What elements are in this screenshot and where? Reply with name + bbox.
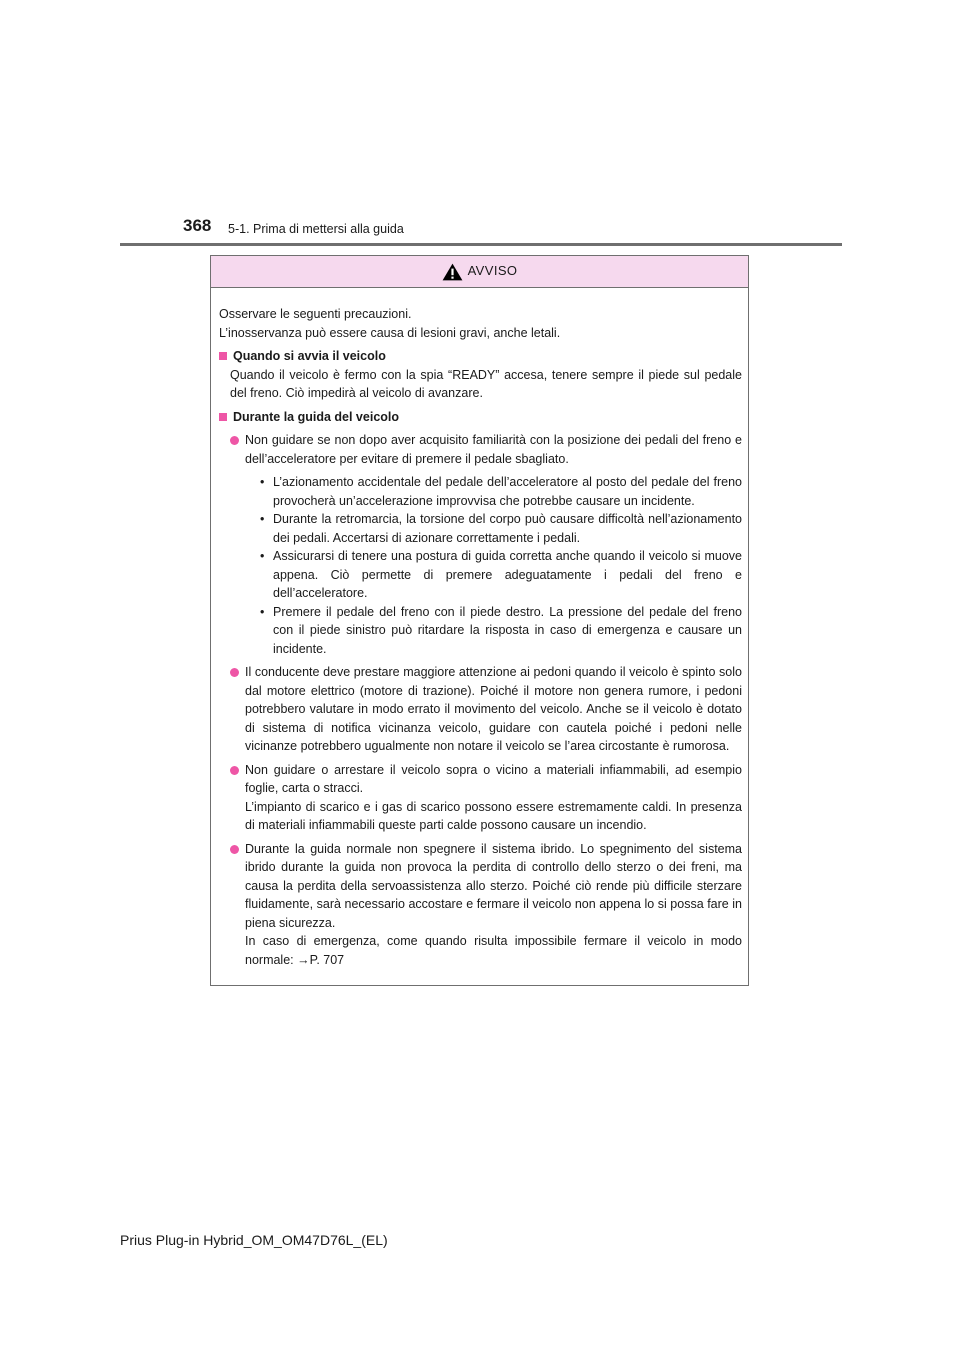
list-item bbox=[219, 761, 742, 835]
sub-list-item bbox=[260, 510, 742, 547]
sub-bullet-mark: • bbox=[260, 549, 265, 563]
notice-body bbox=[211, 288, 748, 969]
section-text: Quando il veicolo è fermo con la spia “READY” accesa, tenere sempre il piede sul pedale del freno. Ciò impedirà al veicolo di avanzare. bbox=[230, 367, 742, 400]
footer-model-code: Prius Plug-in Hybrid_OM_OM47D76L_(EL) bbox=[120, 1232, 388, 1248]
intro-line: Osservare le seguenti precauzioni. bbox=[219, 307, 412, 321]
list-item bbox=[219, 431, 742, 468]
sub-list-item-text: L’azionamento accidentale del pedale dell’acceleratore al posto del pedale del freno provocherà un’accelerazione improvvisa che potrebbe causare un incidente. bbox=[273, 475, 742, 508]
sub-list-item-text: Premere il pedale del freno con il piede destro. La pressione del pedale del freno con il piede sinistro può ritardare la risposta in caso di emergenza e causare un incidente. bbox=[273, 604, 742, 656]
list-item-body bbox=[245, 840, 742, 970]
list-item-text: Non guidare o arrestare il veicolo sopra o vicino a materiali infiammabili, ad esempio foglie, carta o stracci. bbox=[245, 762, 742, 795]
circle-bullet-icon bbox=[230, 845, 239, 854]
circle-bullet-icon bbox=[230, 436, 239, 445]
section-heading bbox=[219, 347, 742, 366]
square-bullet-icon bbox=[219, 352, 227, 360]
section-heading bbox=[219, 408, 742, 427]
warning-notice-box bbox=[210, 255, 749, 986]
circle-bullet-icon bbox=[230, 668, 239, 677]
sub-list-item-text: Assicurarsi di tenere una postura di guida corretta anche quando il veicolo si muove appena. Ciò permette di premere adeguatamente i pedali del freno e dell’acceleratore. bbox=[273, 549, 742, 600]
page-reference: In caso di emergenza, come quando risulta impossibile fermare il veicolo in modo normale: →P. 707 bbox=[245, 934, 742, 967]
notice-header bbox=[211, 256, 748, 288]
list-item-text: Il conducente deve prestare maggiore attenzione ai pedoni quando il veicolo è spinto solo dal motore elettrico (motore di trazione). Poiché il motore non genera rumore, i pedoni potrebbero valutare in modo errato il movimento del veicolo. Anche se il veicolo è dotato di sistema di notifica vicinanza veicolo, guidare con cautela poiché i pedoni nelle vicinanze potrebbero ugualmente non notare il veicolo se l’area circostante è rumorosa. bbox=[245, 665, 742, 753]
list-item-text: L’impianto di scarico e i gas di scarico possono essere estremamente caldi. In presenza di materiali infiammabili queste parti calde possono causare un incendio. bbox=[245, 799, 742, 832]
warning-triangle-icon bbox=[442, 263, 463, 281]
section-heading-text: Durante la guida del veicolo bbox=[233, 409, 400, 424]
notice-title: AVVISO bbox=[467, 263, 518, 278]
section-heading-text: Quando si avvia il veicolo bbox=[233, 349, 386, 363]
sub-bullet-mark: • bbox=[260, 512, 265, 526]
section-title: 5-1. Prima di mettersi alla guida bbox=[228, 222, 404, 236]
list-item-body bbox=[245, 761, 742, 835]
intro-line: L’inosservanza può essere causa di lesioni gravi, anche letali. bbox=[219, 325, 561, 340]
list-item-text: Non guidare se non dopo aver acquisito familiarità con la posizione dei pedali del freno e dell’acceleratore per evitare di premere il pedale sbagliato. bbox=[245, 433, 742, 466]
page-number: 368 bbox=[183, 216, 212, 235]
list-item bbox=[219, 840, 742, 970]
sub-list-item bbox=[260, 547, 742, 603]
circle-bullet-icon bbox=[230, 766, 239, 775]
sub-list-item bbox=[260, 473, 742, 510]
sub-list-item-text: Durante la retromarcia, la torsione del corpo può causare difficoltà nell’azionamento dei pedali. Accertarsi di azionare correttamente i pedali. bbox=[273, 512, 742, 545]
square-bullet-icon bbox=[219, 413, 227, 421]
list-item-text: Durante la guida normale non spegnere il sistema ibrido. Lo spegnimento del sistema ibrido durante la guida non provoca la perdita di controllo dello sterzo o dei freni, ma causa la perdita della servoassistenza allo sterzo. Poiché ciò rende più difficile sterzare fluidamente, sarà necessario accostare e fermare il veicolo non appena lo si possa fare in piena sicurezza. bbox=[245, 841, 742, 930]
header-rule bbox=[120, 243, 842, 246]
sub-bullet-mark: • bbox=[260, 475, 265, 489]
list-item bbox=[219, 663, 742, 756]
sub-list-item bbox=[260, 603, 742, 659]
sub-bullet-mark: • bbox=[260, 604, 265, 619]
sub-list bbox=[219, 473, 742, 658]
